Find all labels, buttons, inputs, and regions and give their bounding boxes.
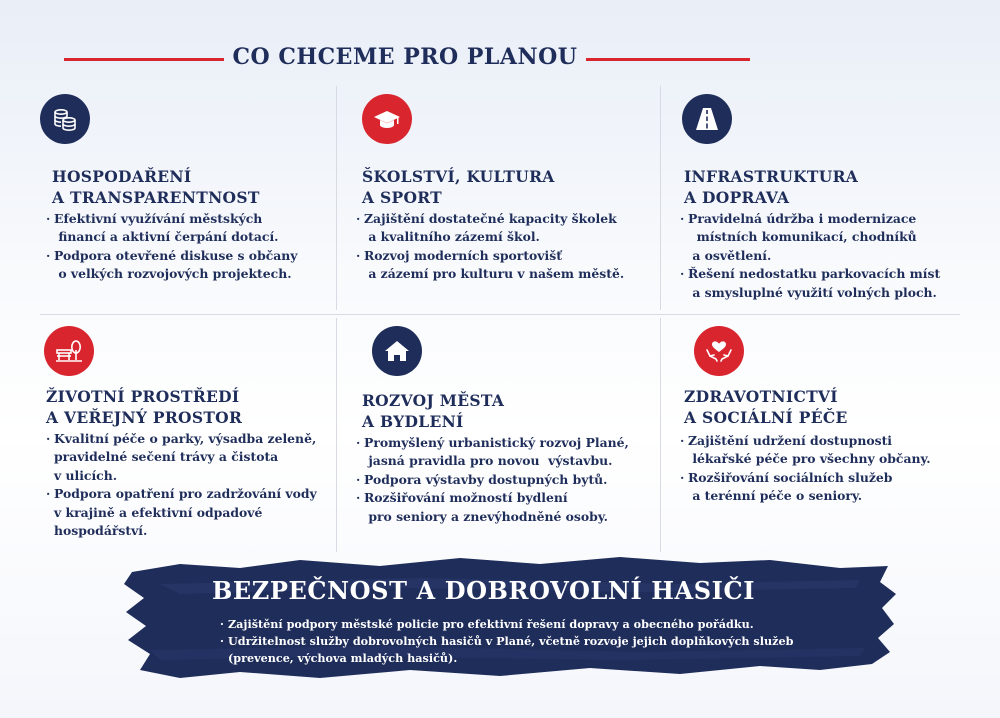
bullet-list	[46, 210, 298, 284]
list-item: · Udržitelnost služby dobrovolných hasičů v Plané, včetně rozvoje jejich doplňkových služeb	[220, 633, 793, 650]
list-item: · Rozvoj moderních sportovišť	[356, 247, 624, 265]
list-item: · Promyšlený urbanistický rozvoj Plané,	[356, 434, 629, 452]
safety-banner	[120, 554, 900, 684]
banner-bullet-list	[220, 616, 793, 666]
house-icon	[372, 326, 422, 376]
list-item: pro seniory a znevýhodněné osoby.	[364, 508, 608, 524]
list-item: a zázemí pro kulturu v našem městě.	[364, 266, 625, 282]
list-item: o velkých rozvojových projektech.	[54, 266, 292, 282]
list-item: · Řešení nedostatku parkovacích míst	[680, 265, 940, 283]
list-item: v krajině a efektivní odpadové	[54, 504, 263, 520]
list-item: hospodářství.	[54, 523, 148, 539]
graduation-cap-icon	[362, 94, 412, 144]
divider-vertical	[660, 86, 661, 310]
header-right-rule	[586, 58, 750, 61]
list-item: · Rozšiřování možností bydlení	[356, 489, 629, 507]
list-item: · Podpora výstavby dostupných bytů.	[356, 471, 629, 489]
list-item: a terénní péče o seniory.	[688, 488, 863, 504]
list-item: · Zajištění podpory městské policie pro efektivní řešení dopravy a obecného pořádku.	[220, 616, 793, 633]
page-title: CO CHCEME PRO PLANOU	[232, 44, 578, 70]
bullet-list	[46, 430, 317, 540]
section-title: ROZVOJ MĚSTA A BYDLENÍ	[362, 391, 505, 431]
coins-stack-icon	[40, 94, 90, 144]
list-item: · Pravidelná údržba i modernizace	[680, 210, 940, 228]
list-item: · Zajištění dostatečné kapacity školek	[356, 210, 624, 228]
list-item: pravidelné sečení trávy a čistota	[54, 449, 279, 465]
list-item: · Rozšiřování sociálních služeb	[680, 469, 931, 487]
section-title: HOSPODAŘENÍ A TRANSPARENTNOST	[52, 167, 260, 207]
list-item: a osvětlení.	[688, 247, 772, 263]
bullet-list	[680, 432, 931, 506]
list-item: a smysluplné využití volných ploch.	[688, 284, 937, 300]
header	[0, 44, 1000, 80]
list-item: · Zajištění udržení dostupnosti	[680, 432, 931, 450]
bullet-list	[356, 210, 624, 284]
bullet-list	[356, 434, 629, 526]
list-item: (prevence, výchova mladých hasičů).	[228, 650, 458, 665]
list-item: · Podpora opatření pro zadržování vody	[46, 485, 317, 503]
list-item: lékařské péče pro všechny občany.	[688, 451, 931, 467]
divider-vertical	[336, 318, 337, 552]
list-item: financí a aktivní čerpání dotací.	[54, 229, 279, 245]
list-item: v ulicích.	[54, 467, 118, 483]
divider-horizontal	[40, 314, 960, 315]
divider-vertical	[660, 318, 661, 552]
bullet-list	[680, 210, 940, 302]
header-left-rule	[64, 58, 224, 61]
list-item: místních komunikací, chodníků	[688, 229, 917, 245]
list-item: · Efektivní využívání městských	[46, 210, 298, 228]
list-item: jasná pravidla pro novou výstavbu.	[364, 453, 613, 469]
list-item: · Podpora otevřené diskuse s občany	[46, 247, 298, 265]
park-bench-tree-icon	[44, 326, 94, 376]
section-title: INFRASTRUKTURA A DOPRAVA	[684, 167, 859, 207]
road-icon	[682, 94, 732, 144]
section-title: ŠKOLSTVÍ, KULTURA A SPORT	[362, 167, 555, 207]
divider-vertical	[336, 86, 337, 310]
list-item: a kvalitního zázemí škol.	[364, 229, 540, 245]
section-title: ŽIVOTNÍ PROSTŘEDÍ A VEŘEJNÝ PROSTOR	[46, 387, 243, 427]
heart-in-hands-icon	[694, 326, 744, 376]
section-title: ZDRAVOTNICTVÍ A SOCIÁLNÍ PÉČE	[684, 387, 848, 427]
banner-title: BEZPEČNOST A DOBROVOLNÍ HASIČI	[212, 576, 756, 605]
list-item: · Kvalitní péče o parky, výsadba zeleně,	[46, 430, 317, 448]
